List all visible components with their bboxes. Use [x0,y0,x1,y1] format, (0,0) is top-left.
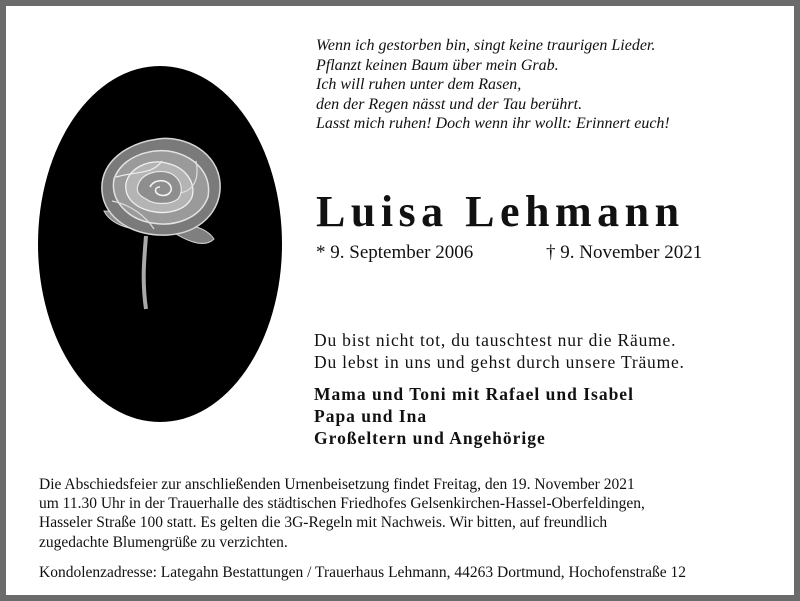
death-date: † 9. November 2021 [546,242,703,263]
rose-icon [96,131,226,316]
mourner-line: Großeltern und Angehörige [314,428,546,448]
poem [316,36,670,134]
memorial-verse [314,329,685,373]
poem-line: Lasst mich ruhen! Doch wenn ihr wollt: Erinnert euch! [316,115,670,132]
poem-line: Wenn ich gestorben bin, singt keine traurigen Lieder. [316,37,656,54]
notice-line: um 11.30 Uhr in der Trauerhalle des städtischen Friedhofes Gelsenkirchen-Hassel-Oberfeldingen, [39,495,645,513]
mourner-line: Mama und Toni mit Rafael und Isabel [314,384,634,404]
mourner-line: Papa und Ina [314,406,428,426]
deceased-name: Luisa Lehmann [316,187,685,236]
mourners-list [314,383,634,449]
ceremony-notice [39,475,645,552]
poem-line: Ich will ruhen unter dem Rasen, [316,76,522,93]
poem-line: Pflanzt keinen Baum über mein Grab. [316,56,559,74]
birth-date: * 9. September 2006 [316,242,474,263]
poem-line: den der Regen nässt und der Tau berührt. [316,95,583,113]
notice-line: zugedachte Blumengrüße zu verzichten. [39,533,288,551]
verse-line: Du bist nicht tot, du tauschtest nur die Räume. [314,330,677,350]
notice-line: Die Abschiedsfeier zur anschließenden Urnenbeisetzung findet Freitag, den 19. November 2021 [39,476,635,493]
condolence-address: Kondolenzadresse: Lategahn Bestattungen / Trauerhaus Lehmann, 44263 Dortmund, Hochofenstraße 12 [39,564,686,581]
verse-line: Du lebst in uns und gehst durch unsere Träume. [314,352,685,372]
notice-line: Hasseler Straße 100 statt. Es gelten die 3G-Regeln mit Nachweis. Wir bitten, auf freundlich [39,514,608,532]
